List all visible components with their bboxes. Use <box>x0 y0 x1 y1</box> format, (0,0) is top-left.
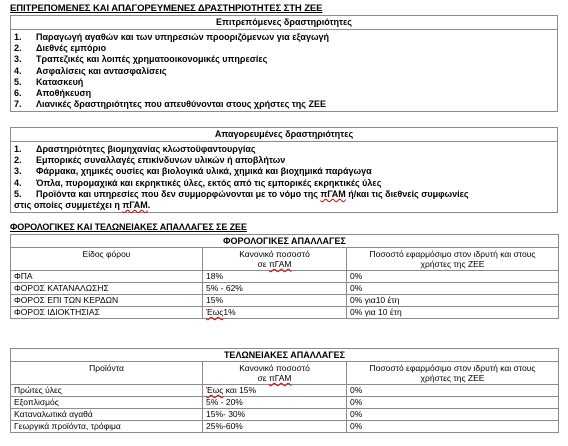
list-item-text: Διεθνές εμπόριο <box>36 43 107 54</box>
list-item <box>14 189 554 200</box>
list-item-text: Κατασκευή <box>36 76 84 87</box>
list-item-number: 7. <box>14 99 22 110</box>
row-name-cell: ΦΟΡΟΣ ΕΠΙ ΤΩΝ ΚΕΡΔΩΝ <box>11 295 203 307</box>
list-item-text: Λιανικές δραστηριότητες που απευθύνονται στους χρήστες της ΖΕΕ <box>36 99 326 110</box>
list-item <box>14 144 554 155</box>
row-name-cell: Εξοπλισμός <box>11 397 203 409</box>
list-item <box>14 88 554 99</box>
list-item-continuation: στις οποίες συμμετέχει η πΓΑΜ. <box>14 200 151 211</box>
tax-section-title: ΦΟΡΟΛΟΓΙΚΕΣ ΚΑΙ ΤΕΛΩΝΕΙΑΚΕΣ ΑΠΑΛΛΑΓΕΣ ΣΕ ΖΕΕ <box>10 222 247 232</box>
list-item <box>14 178 554 189</box>
table-row <box>11 421 559 433</box>
tax-col-normal-header: Κανονικό ποσοστό σε πΓΑΜ <box>203 248 347 271</box>
list-item-number: 4. <box>14 65 22 76</box>
main-title: ΕΠΙΤΡΕΠΟΜΕΝΕΣ ΚΑΙ ΑΠΑΓΟΡΕΥΜΕΝΕΣ ΔΡΑΣΤΗΡΙΟΤΗΤΕΣ ΣΤΗ ΖΕΕ <box>10 3 323 14</box>
list-item <box>14 166 554 177</box>
tax-exemptions-table <box>10 234 559 319</box>
row-zee-rate-cell: 0% για10 έτη <box>347 295 559 307</box>
forbidden-activities-list <box>11 142 558 213</box>
row-normal-rate-cell: Έως και 15% <box>203 385 347 397</box>
tax-col-zee-header: Ποσοστό εφαρμόσιμο στον ιδρυτή και στους χρήστες της ΖΕΕ <box>347 248 559 271</box>
customs-exemptions-table <box>10 348 559 433</box>
table-row <box>11 283 559 295</box>
row-normal-rate-cell: 5% - 62% <box>203 283 347 295</box>
table-row <box>11 295 559 307</box>
row-name-cell: ΦΠΑ <box>11 271 203 283</box>
list-item-text: Εμπορικές συναλλαγές επικίνδυνων υλικών ή αποβλήτων <box>36 155 286 166</box>
list-item-number: 4. <box>14 177 22 188</box>
list-item-text: Φάρμακα, χημικές ουσίες και βιολογικά υλικά, χημικά και βιοχημικά παράγωγα <box>36 166 372 177</box>
row-name-cell: ΦΟΡΟΣ ΙΔΙΟΚΤΗΣΙΑΣ <box>11 307 203 319</box>
customs-col-normal-header: Κανονικό ποσοστό σε πΓΑΜ <box>203 362 347 385</box>
list-item <box>14 54 554 65</box>
row-zee-rate-cell: 0% <box>347 271 559 283</box>
list-item-number: 2. <box>14 155 22 166</box>
row-normal-rate-cell: 15% <box>203 295 347 307</box>
row-zee-rate-cell: 0% <box>347 385 559 397</box>
list-item-number: 2. <box>14 43 22 54</box>
row-zee-rate-cell: 0% <box>347 283 559 295</box>
customs-col-product-header: Προϊόντα <box>11 362 203 385</box>
table-row <box>11 409 559 421</box>
table-row <box>11 307 559 319</box>
tax-exemptions-title: ΦΟΡΟΛΟΓΙΚΕΣ ΑΠΑΛΛΑΓΕΣ <box>11 235 559 248</box>
table-row <box>11 397 559 409</box>
allowed-activities-title: Επιτρεπόμενες δραστηριότητες <box>11 16 558 30</box>
row-zee-rate-cell: 0% για 10 έτη <box>347 307 559 319</box>
row-normal-rate-cell: 5% - 20% <box>203 397 347 409</box>
list-item-text: Παραγωγή αγαθών και των υπηρεσιών προοριζόμενων για εξαγωγή <box>36 32 330 42</box>
row-normal-rate-cell: 18% <box>203 271 347 283</box>
row-name-cell: Γεωργικά προϊόντα, τρόφιμα <box>11 421 203 433</box>
list-item-text: Όπλα, πυρομαχικά και εκρηκτικές ύλες, εκτός από τις εμπορικές εκρηκτικές ύλες <box>36 177 382 188</box>
list-item-text: Προϊόντα και υπηρεσίες που δεν συμμορφώνονται με το νόμο της πΓΑΜ ή/και τις διεθνείς συμφωνίες <box>36 188 469 199</box>
tax-col-type-header: Είδος φόρου <box>11 248 203 271</box>
forbidden-activities-title: Απαγορευμένες δραστηριότητες <box>11 128 558 142</box>
list-item <box>14 99 554 110</box>
row-zee-rate-cell: 0% <box>347 421 559 433</box>
row-name-cell: ΦΟΡΟΣ ΚΑΤΑΝΑΛΩΣΗΣ <box>11 283 203 295</box>
forbidden-activities-table <box>10 127 558 213</box>
row-normal-rate-cell: 15%- 30% <box>203 409 347 421</box>
list-item-text: Αποθήκευση <box>36 88 92 99</box>
allowed-activities-table <box>10 15 558 112</box>
list-item-number: 1. <box>14 144 22 154</box>
customs-col-zee-header: Ποσοστό εφαρμόσιμο στον ιδρυτή και στους χρήστες της ΖΕΕ <box>347 362 559 385</box>
row-name-cell: Πρώτες ύλες <box>11 385 203 397</box>
list-item <box>14 155 554 166</box>
row-zee-rate-cell: 0% <box>347 409 559 421</box>
list-item-text: Δραστηριότητες βιομηχανίας κλωστοϋφαντουργίας <box>36 144 256 154</box>
list-item-number: 6. <box>14 88 22 99</box>
customs-exemptions-title: ΤΕΛΩΝΕΙΑΚΕΣ ΑΠΑΛΛΑΓΕΣ <box>11 349 559 362</box>
list-item <box>14 77 554 88</box>
list-item <box>14 66 554 77</box>
table-row <box>11 271 559 283</box>
table-row <box>11 385 559 397</box>
row-normal-rate-cell: Έως1% <box>203 307 347 319</box>
list-item-number: 3. <box>14 54 22 65</box>
allowed-activities-list <box>11 30 558 112</box>
list-item-number: 5. <box>14 76 22 87</box>
list-item-number: 5. <box>14 188 22 199</box>
list-item-text: Ασφαλίσεις και αντασφαλίσεις <box>36 65 167 76</box>
list-item <box>14 43 554 54</box>
list-item-text: Τραπεζικές και λοιπές χρηματοοικονομικές υπηρεσίες <box>36 54 268 65</box>
row-zee-rate-cell: 0% <box>347 397 559 409</box>
list-item-number: 1. <box>14 32 22 42</box>
row-name-cell: Καταναλωτικά αγαθά <box>11 409 203 421</box>
row-normal-rate-cell: 25%-60% <box>203 421 347 433</box>
list-item-number: 3. <box>14 166 22 177</box>
list-item <box>14 32 554 43</box>
